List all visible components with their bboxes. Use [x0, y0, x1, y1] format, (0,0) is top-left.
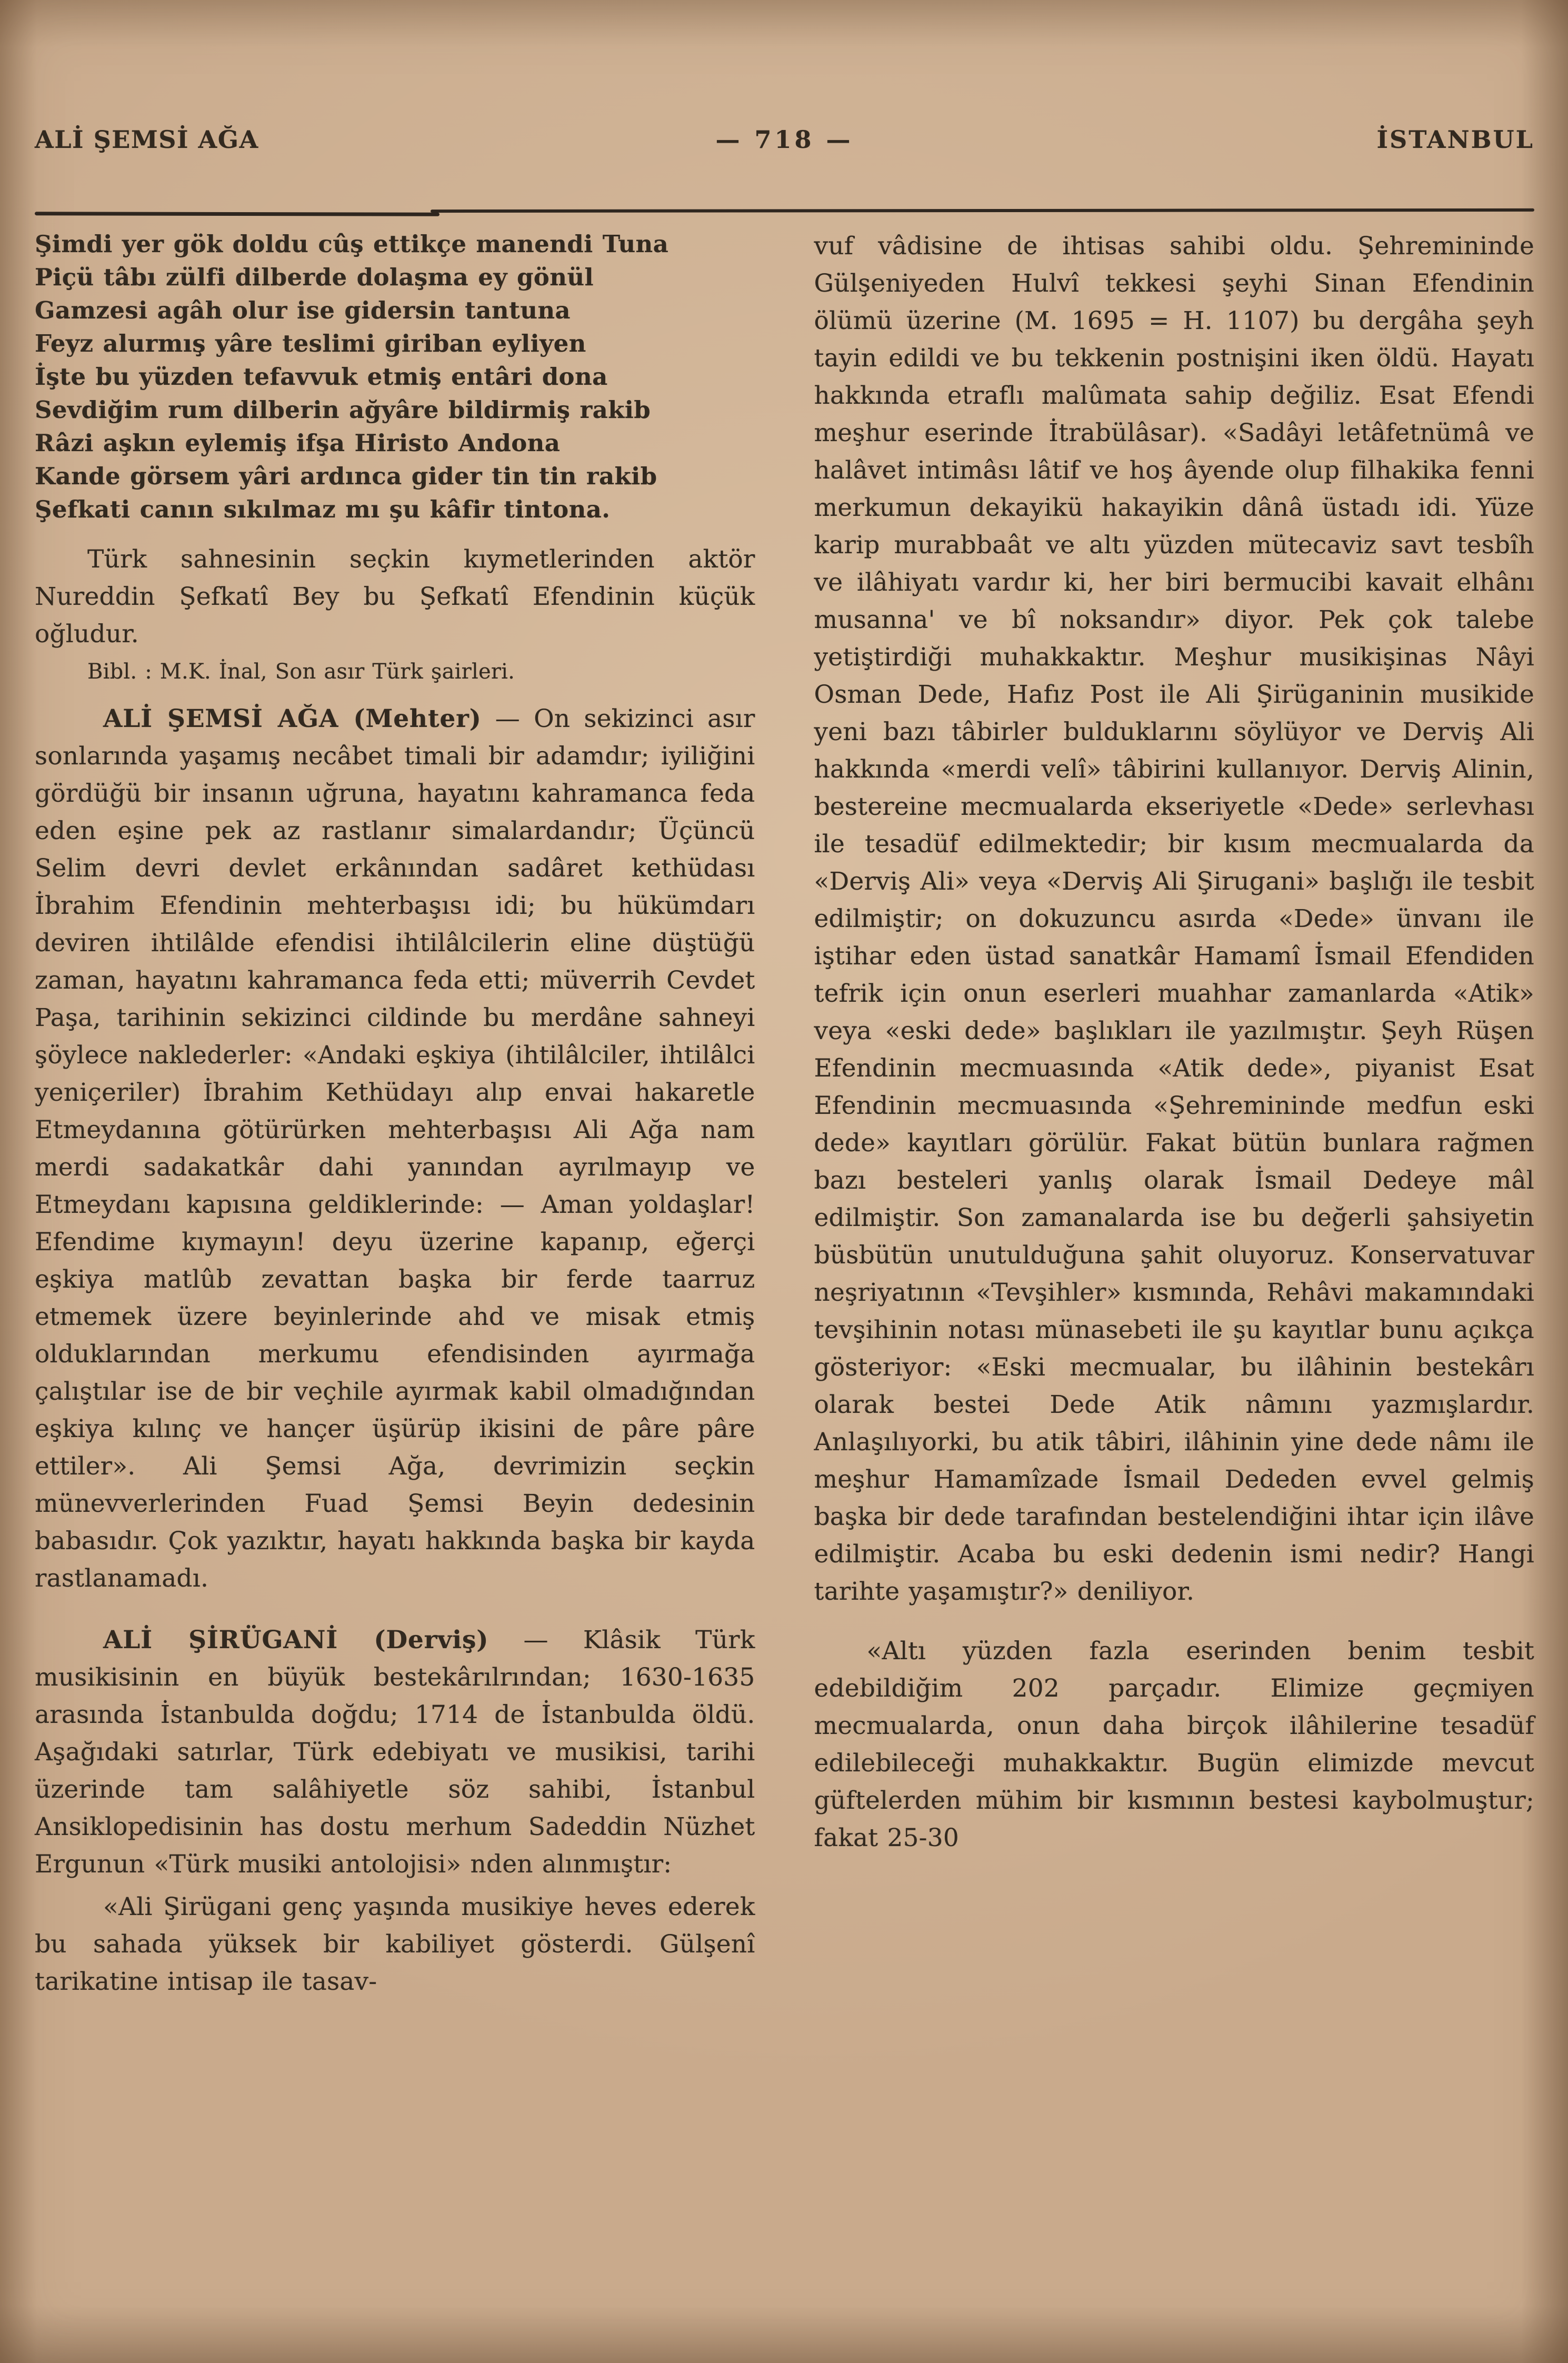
header-rule-segment-right: [431, 208, 1534, 213]
poem-line: Râzi aşkın eylemiş ifşa Hiristo Andona: [35, 429, 561, 457]
poem-line: Feyz alurmış yâre teslimi giriban eyliyen: [35, 330, 586, 357]
poem-line: Şimdi yer gök doldu cûş ettikçe manendi Tuna: [35, 230, 669, 258]
bibliography-line: Bibl. : M.K. İnal, Son asır Türk şairleri.: [87, 660, 515, 684]
entry-separator: —: [488, 1626, 583, 1654]
poem-line: Piçü tâbı zülfi dilberde dolaşma ey gönül: [35, 263, 594, 291]
entry-ali-semsi-aga-mehter: [35, 700, 755, 1597]
poem-line: Gamzesi agâh olur ise gidersin tantuna: [35, 296, 571, 324]
entry-ali-sirugani-dervis: [35, 1621, 755, 1883]
poem: [35, 227, 755, 526]
entry-body-mehter: On sekizinci asır sonlarında yaşamış necâbet timali bir adamdır; iyiliğini gördüğü bir insanın uğruna, hayatını kahramanca feda eden eşine pek az rastlanır simalardandır; Üçüncü Selim devri devlet erkânından sadâret kethüdası İbrahim Efendinin mehterbaşısı idi; bu hükümdarı deviren ihtilâlde efendisi ihtilâlcilerin eline düştüğü zaman, hayatını kahramanca feda etti; müverrih Cevdet Paşa, tarihinin sekizinci cildinde bu merdâne sahneyi şöylece naklederler: «Andaki eşkiya (ihtilâlciler, ihtilâlci yeniçeriler) İbrahim Kethüdayı alıp envai hakaretle Etmeydanına götürürken mehterbaşısı Ali Ağa nam merdi sadakatkâr dahi yanından ayrılmayıp ve Etmeydanı kapısına geldiklerinde: — Aman yoldaşlar! Efendime kıymayın! deyu üzerine kapanıp, eğerçi eşkiya matlûb zevattan başka bir ferde taarruz etmemek üzere beyinlerinde ahd ve misak etmiş olduklarından merkumu efendisinden ayırmağa çalıştılar ise de bir veçhile ayırmak kabil olmadığından eşkiya kılınç ve hançer üşürüp ikisini de pâre pâre ettiler». Ali Şemsi Ağa, devrimizin seçkin münevverlerinden Fuad Şemsi Beyin dedesinin babasıdır. Çok yazıktır, hayatı hakkında başka bir kayda rastlanamadı.: [35, 704, 755, 1593]
paragraph-works-count: «Altı yüzden fazla eserinden benim tesbit edebildiğim 202 parçadır. Elimize geçmiyen mecmualarda, onun daha birçok ilâhilerine tesadüf edilebileceği muhakkaktır. Bugün elimizde mevcut güftelerden mühim bir kısmının bestesi kaybolmuştur; fakat 25-30: [814, 1637, 1534, 1852]
poem-line: Şefkati canın sıkılmaz mı şu kâfir tintona.: [35, 495, 611, 523]
entry-separator: —: [481, 704, 534, 733]
header-rule-segment-left: [35, 212, 440, 216]
poem-line: Sevdiğim rum dilberin ağyâre bildirmiş rakib: [35, 396, 651, 424]
paragraph-quote-start: «Ali Şirügani genç yaşında musikiye heves ederek bu sahada yüksek bir kabiliyet gösterdi. Gülşenî tarikatine intisap ile tasav-: [35, 1892, 755, 1996]
paragraph-continuation: vuf vâdisine de ihtisas sahibi oldu. Şehremininde Gülşeniyeden Hulvî tekkesi şeyhi Sinan Efendinin ölümü üzerine (M. 1695 = H. 1107) bu dergâha şeyh tayin edildi ve bu tekkenin postnişini iken öldü. Hayatı hakkında etraflı malûmata sahip değiliz. Esat Efendi meşhur eserinde İtrabülâsar). «Sadâyi letâfetnümâ ve halâvet intimâsı lâtif ve hoş âyende olup filhakika fenni merkumun dekayikü hakayikin dânâ üstadı idi. Yüze karip murabbaât ve altı yüzden mütecaviz savt tesbîh ve ilâhiyatı vardır ki, her biri bermucibi kavait elhânı musanna' ve bî noksandır» diyor. Pek çok talebe yetiştirdiği muhakkaktır. Meşhur musikişinas Nâyi Osman Dede, Hafız Post ile Ali Şirüganinin musikide yeni bazı tâbirler bulduklarını söylüyor ve Derviş Ali hakkında «merdi velî» tâbirini kullanıyor. Derviş Alinin, bestereine mecmualarda ekseriyetle «Dede» serlevhası ile tesadüf edilmektedir; bir kısım mecmualarda da «Derviş Ali» veya «Derviş Ali Şirugani» başlığı ile tesbit edilmiştir; on dokuzuncu asırda «Dede» ünvanı ile iştihar eden üstad sanatkâr Hamamî İsmail Efendiden tefrik için onun eserleri muahhar zamanlarda «Atik» veya «eski dede» başlıkları ile yazılmıştır. Şeyh Rüşen Efendinin mecmuasında «Atik dede», piyanist Esat Efendinin mecmuasında «Şehremininde medfun eski dede» kayıtları görülür. Fakat bütün bunlara rağmen bazı besteleri yanlış olarak İsmail Dedeye mâl edilmiştir. Son zamanalarda ise bu değerli şahsiyetin büsbütün unutulduğuna şahit oluyoruz. Konservatuvar neşriyatının «Tevşihler» kısmında, Rehâvi makamındaki tevşihinin notası münasebeti ile şu kayıtlar bunu açıkça gösteriyor: «Eski mecmualar, bu ilâhinin bestekârı olarak bestei Dede Atik nâmını yazmışlardır. Anlaşılıyorki, bu atik tâbiri, ilâhinin yine dede nâmı ile meşhur Hamamîzade İsmail Dededen evvel gelmiş başka bir dede tarafından bestelendiğini ihtar için ilâve edilmiştir. Acaba bu eski dedenin ismi nedir? Hangi tarihte yaşamıştır?» deniliyor.: [814, 232, 1534, 1606]
entry-body-sirugani: Klâsik Türk musikisinin en büyük bestekârılrından; 1630-1635 arasında İstanbulda doğdu; 1714 de İstanbulda öldü. Aşağıdaki satırlar, Türk edebiyatı ve musikisi, tarihi üzerinde tam salâhiyetle söz sahibi, İstanbul Ansiklopedisinin has dostu merhum Sadeddin Nüzhet Ergunun «Türk musiki antolojisi» nden alınmıştır:: [35, 1626, 755, 1879]
left-column: [35, 227, 755, 2331]
entry-heading-mehter: ALİ ŞEMSİ AĞA (Mehter): [103, 704, 482, 733]
right-column: [814, 227, 1535, 2331]
poem-line: İşte bu yüzden tefavvuk etmiş entâri dona: [35, 363, 608, 391]
running-title-article: ALİ ŞEMSİ AĞA: [35, 125, 259, 154]
page-number: — 718 —: [715, 125, 854, 154]
poem-line: Kande görsem yâri ardınca gider tin tin rakib: [35, 462, 657, 490]
text-columns: [35, 227, 1534, 2331]
running-title-volume: İSTANBUL: [1376, 125, 1534, 154]
entry-heading-sirugani: ALİ ŞİRÜGANİ (Derviş): [103, 1626, 489, 1654]
paragraph-nureddin-sefkati: Türk sahnesinin seçkin kıymetlerinden aktör Nureddin Şefkatî Bey bu Şefkatî Efendinin küçük oğludur.: [35, 545, 755, 649]
page-header: [35, 125, 1534, 154]
header-rule: [35, 208, 1534, 216]
